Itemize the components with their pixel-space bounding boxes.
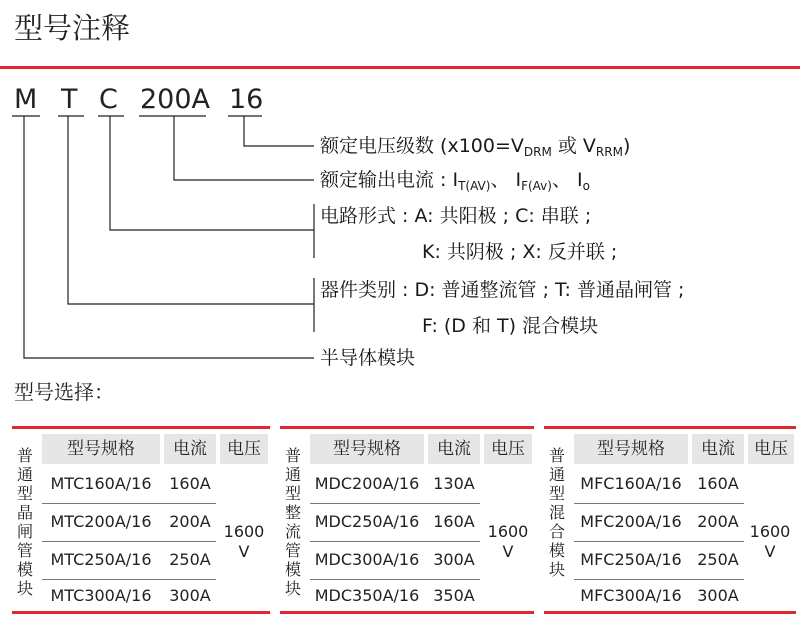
voltage-number: 1600 [487,522,529,541]
code-current: 200A [140,84,211,115]
voltage-number: 1600 [223,522,265,541]
table-bottom-rule [280,611,534,614]
annotation-voltage-grade: 额定电压级数 ($x100=V_{DRM}$ 或 $V_{RRM}$) [320,135,631,159]
header-model-spec: 型号规格 [42,434,160,464]
table-cell-model: MDC250A/16 [314,512,420,531]
code-voltage-grade: 16 [229,84,264,115]
table-rectifier-module [280,426,534,614]
voltage-number: 1600 [749,522,791,541]
table-cell-model: MDC200A/16 [314,474,420,493]
table-cell-current: 350A [433,586,475,605]
annotation-rated-current: 额定输出电流 : $I_{T(AV)}$、 $I_{F(Av)}$、 $I_o$ [320,169,590,193]
table-category-label: 普通型混合模块 [548,446,565,579]
table-cell-model: MTC250A/16 [50,550,152,569]
table-cell-current: 300A [169,586,211,605]
table-category-label: 普通型晶闸管模块 [16,446,33,598]
annotation-circuit-form-line1: 电路形式 : A: 共阳极 ; C: 串联 ; [320,205,592,227]
header-model-spec: 型号规格 [310,434,424,464]
header-model-spec: 型号规格 [574,434,688,464]
table-cell-current: 250A [169,550,211,569]
voltage-unit: V [764,542,776,561]
table-cell-current: 130A [433,474,475,493]
table-thyristor-module [12,426,270,614]
annotation-circuit-form-line2: K: 共阴极 ; X: 反并联 ; [422,241,618,263]
table-cell-current: 250A [697,550,739,569]
table-cell-current: 200A [697,512,739,531]
voltage-unit: V [238,542,250,561]
table-bottom-rule [544,611,796,614]
header-voltage: 电压 [748,434,794,464]
annotation-device-type-line1: 器件类别 : D: 普通整流管 ; T: 普通晶闸管 ; [320,279,685,301]
table-hybrid-module [544,426,796,614]
table-cell-model: MDC300A/16 [314,550,420,569]
table-cell-model: MFC200A/16 [580,512,682,531]
table-top-rule [12,426,270,429]
table-cell-model: MFC300A/16 [580,586,682,605]
table-cell-model: MDC350A/16 [314,586,420,605]
table-bottom-rule [12,611,270,614]
table-voltage-value [218,522,270,562]
header-current: 电流 [692,434,744,464]
annotation-semiconductor-module: 半导体模块 [320,347,416,369]
selection-title: 型号选择： [14,380,114,404]
title-divider [0,66,800,69]
page-title: 型号注释 [14,11,131,45]
code-letter-m: M [14,84,38,115]
table-cell-current: 200A [169,512,211,531]
table-cell-model: MFC250A/16 [580,550,682,569]
table-cell-model: MTC160A/16 [50,474,152,493]
header-voltage: 电压 [220,434,268,464]
table-cell-current: 160A [169,474,211,493]
header-current: 电流 [164,434,216,464]
table-cell-current: 300A [697,586,739,605]
header-voltage: 电压 [484,434,532,464]
table-top-rule [280,426,534,429]
table-cell-model: MFC160A/16 [580,474,682,493]
table-cell-model: MTC200A/16 [50,512,152,531]
annotation-device-type-line2: F: (D 和 T) 混合模块 [422,315,599,337]
table-voltage-value [482,522,534,562]
table-cell-model: MTC300A/16 [50,586,152,605]
header-current: 电流 [428,434,480,464]
code-letter-c: C [99,84,118,115]
table-category-label: 普通型整流管模块 [284,446,301,598]
code-letter-t: T [61,84,78,115]
voltage-unit: V [502,542,514,561]
table-cell-current: 160A [433,512,475,531]
table-cell-current: 300A [433,550,475,569]
table-cell-current: 160A [697,474,739,493]
table-top-rule [544,426,796,429]
table-voltage-value [744,522,796,562]
